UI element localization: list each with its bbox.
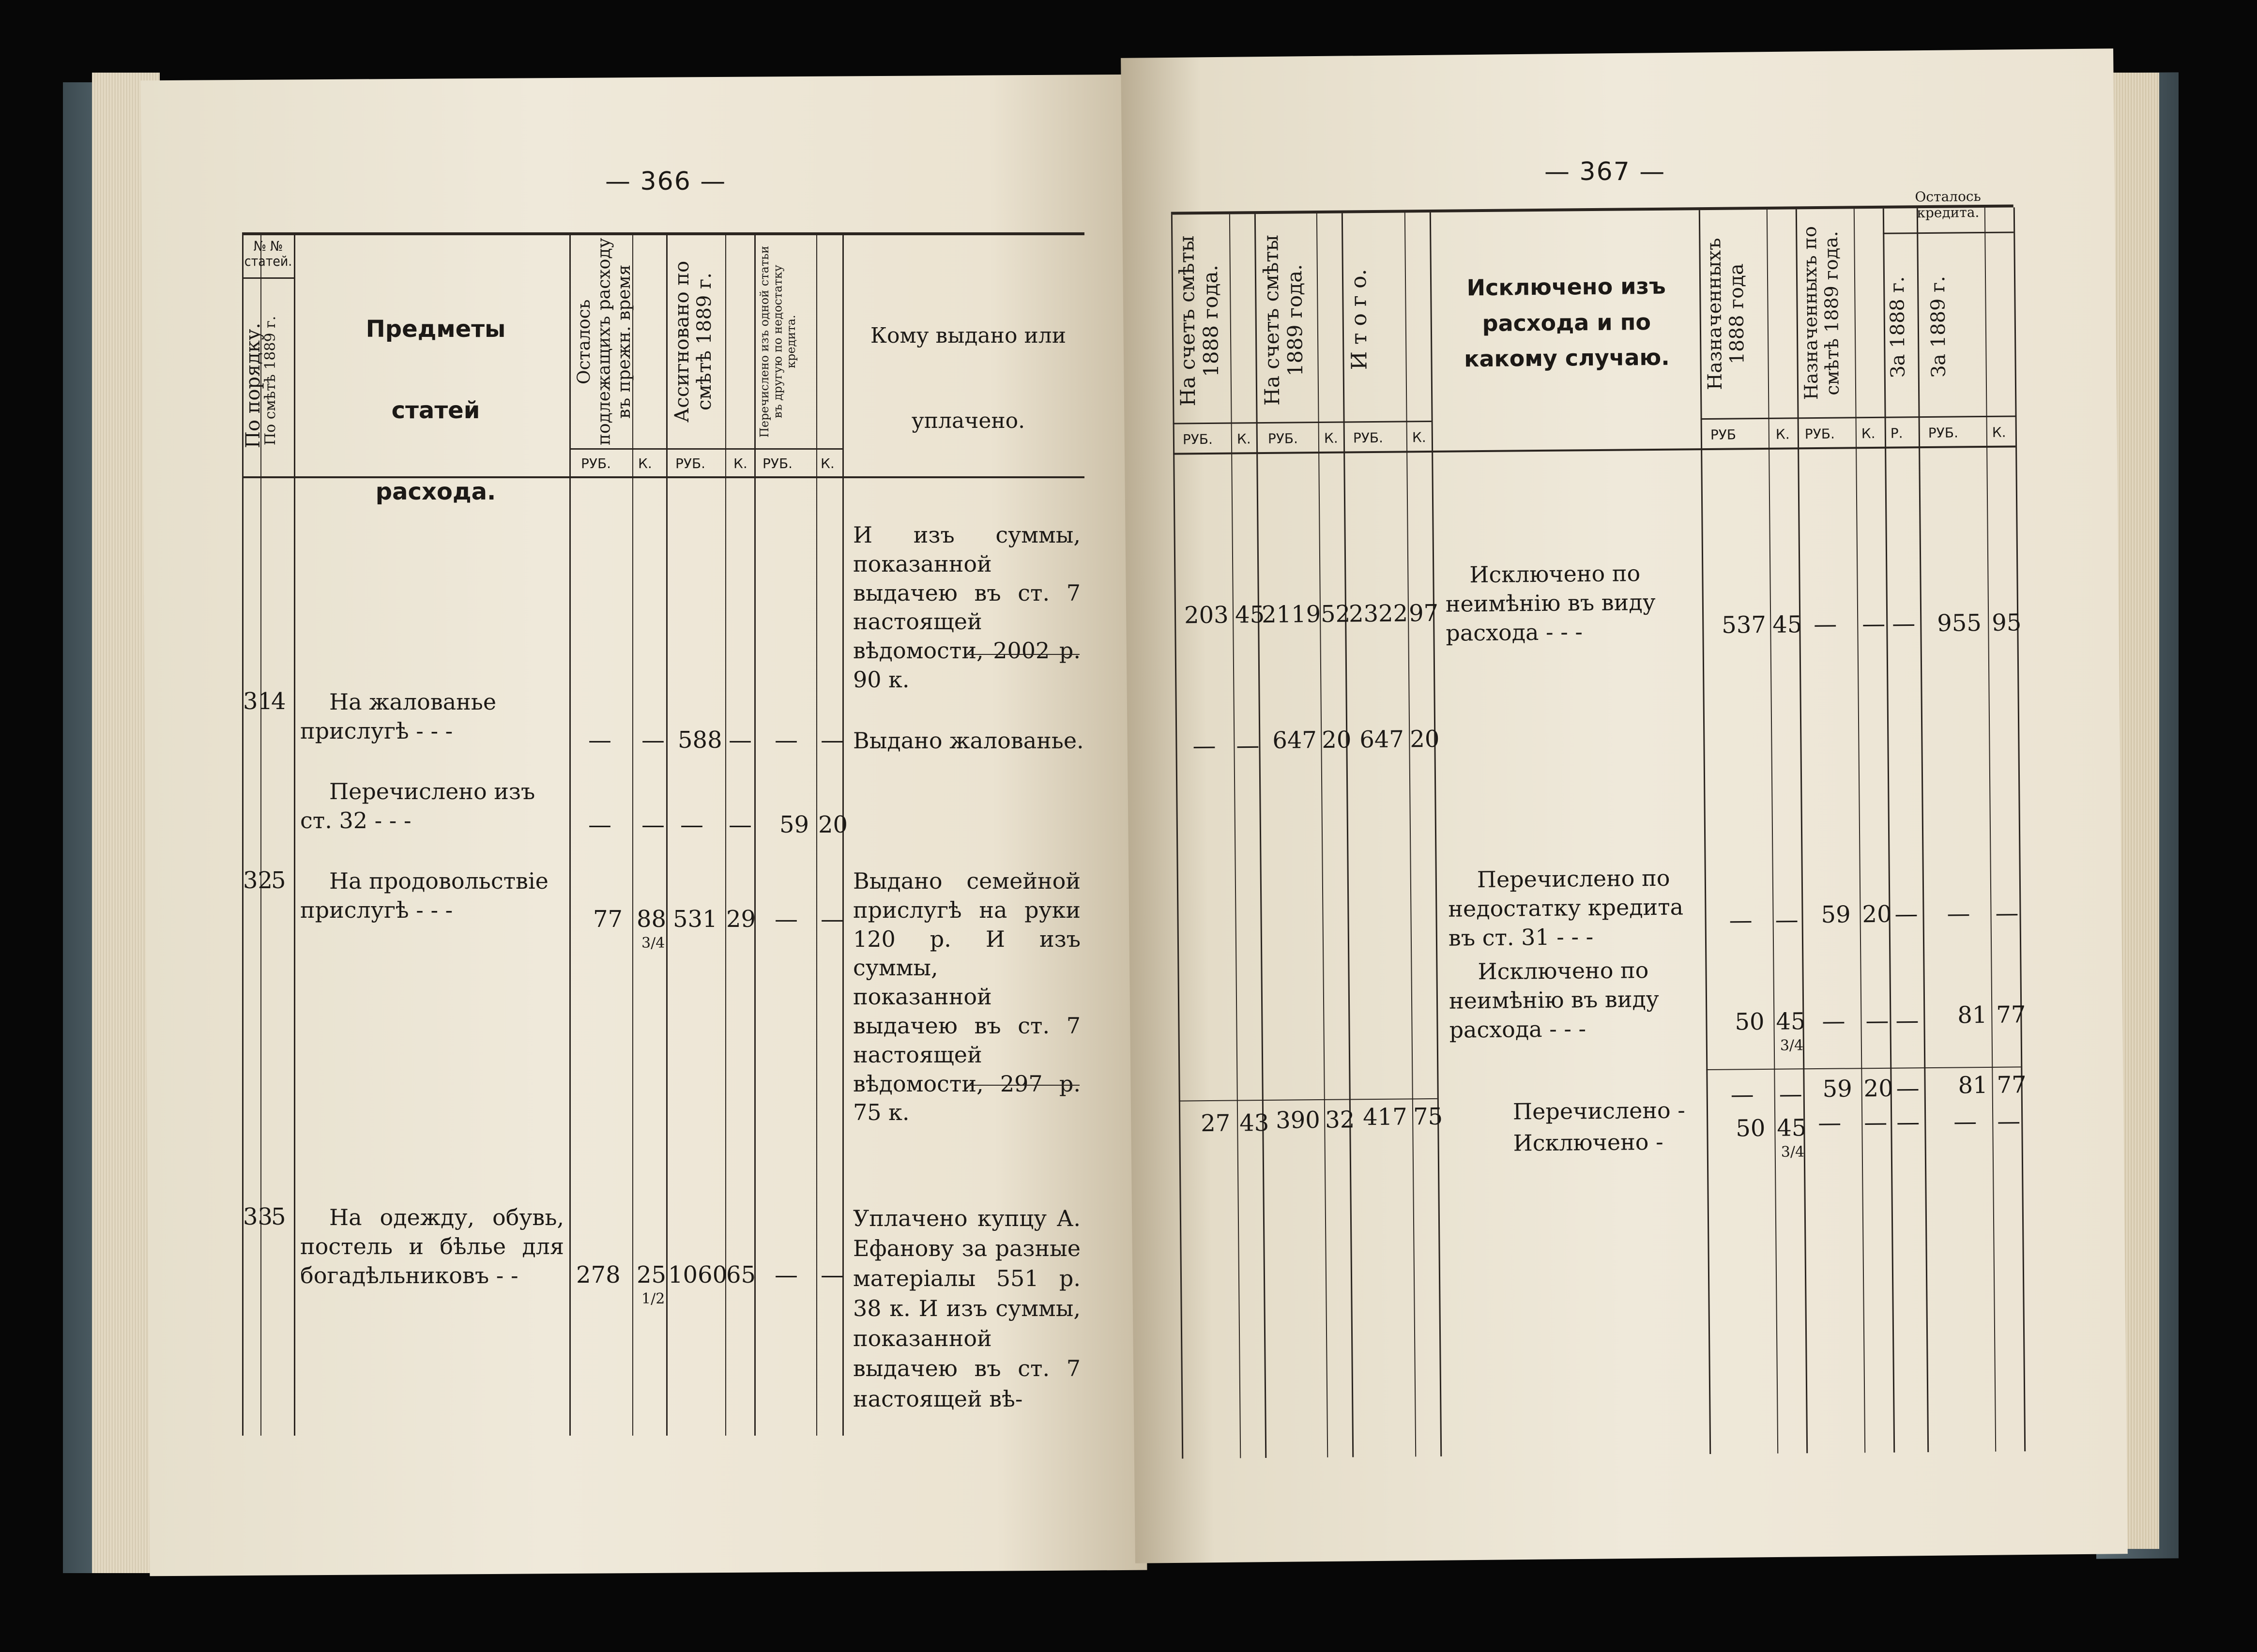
assigned1888-kop: 45 <box>1772 611 1802 638</box>
remaining-fraction: 3/4 <box>641 935 665 952</box>
unit-r: Р. <box>1890 425 1903 441</box>
article-number: 33 <box>243 1203 273 1230</box>
acc1889-kop: 52 <box>1320 600 1351 628</box>
remaining-rub: — <box>588 811 611 838</box>
estimate-number: 5 <box>271 867 286 894</box>
estimate-number: 4 <box>271 688 286 715</box>
divider <box>968 1085 1080 1086</box>
subject-text: На продовольствіе прислугѣ - - - <box>300 868 549 923</box>
remaining-rub: 278 <box>576 1261 621 1288</box>
assigned-kop: 29 <box>726 906 756 933</box>
total-rub: 2322 <box>1348 600 1408 628</box>
summary-excluded: Исключено - <box>1513 1128 1663 1156</box>
remaining-kop: — <box>641 727 665 754</box>
unit-rub: РУБ. <box>1804 425 1835 442</box>
article-number: 31 <box>243 688 273 715</box>
header-remained-credit: Осталось кредита. <box>1915 188 1981 221</box>
acc1888-kop: 45 <box>1235 601 1265 629</box>
acc1889-rub: 647 <box>1272 727 1317 754</box>
total-kop: 75 <box>1413 1103 1443 1131</box>
transferred-rub: — <box>775 1261 798 1288</box>
assigned-kop: — <box>729 811 752 838</box>
header-for-1888: За 1888 г. <box>1886 276 1909 378</box>
for1888-rub: — <box>1895 1007 1919 1034</box>
header-acc-1888: На счетъ смѣты 1888 года. <box>1174 235 1223 407</box>
summary-transferred: Перечислено - <box>1512 1097 1686 1125</box>
summary2-cell: — <box>1997 1107 2021 1135</box>
unit-rub: РУБ. <box>1182 431 1213 448</box>
assigned-kop: 65 <box>726 1261 756 1288</box>
summary2-cell: — <box>1864 1108 1888 1137</box>
assigned1889-kop: — <box>1865 1007 1889 1035</box>
transferred-kop: — <box>821 727 844 754</box>
transferred-rub: — <box>775 906 798 933</box>
acc1888-kop: 43 <box>1239 1109 1269 1137</box>
header-recipient: Кому выдано или уплачено. <box>870 323 1067 433</box>
summary1-cell: 59 <box>1822 1075 1852 1103</box>
unit-rub: РУБ. <box>581 455 611 471</box>
acc1889-kop: 20 <box>1322 726 1352 754</box>
left-table <box>242 232 1084 1436</box>
acc1888-rub: 27 <box>1200 1109 1231 1137</box>
excluded-text: Исключено по неимѣнію въ виду расхода - - - <box>1445 560 1656 646</box>
summary2-cell: — <box>1896 1108 1920 1136</box>
page-number-367: — 367 — <box>1544 157 1666 186</box>
for1889-rub: — <box>1947 900 1970 927</box>
assigned-rub: 588 <box>678 727 722 754</box>
header-subject: Предметы статей расхода. <box>366 316 506 505</box>
summary2-cell: 45 <box>1777 1114 1807 1142</box>
remaining-kop: 25 <box>637 1261 667 1288</box>
header-assigned-1889: Назначенныхъ по смѣтѣ 1889 года. <box>1799 226 1843 400</box>
assigned1889-rub: 59 <box>1821 901 1851 928</box>
remaining-kop: — <box>641 811 665 838</box>
transferred-rub: 59 <box>779 811 809 838</box>
unit-rub: РУБ. <box>1353 429 1384 446</box>
assigned1889-rub: — <box>1814 610 1837 638</box>
unit-rub: РУБ. <box>1267 430 1298 447</box>
assigned1889-kop: — <box>1862 610 1886 638</box>
unit-rub: РУБ <box>1710 426 1737 443</box>
article-number: 32 <box>243 867 273 894</box>
remaining-kop: 88 <box>637 906 667 933</box>
unit-kop: К. <box>1236 431 1251 447</box>
excluded-text: Перечислено по недостатку кредита въ ст. 31 - - - <box>1448 864 1684 951</box>
subject-text: На жалованье прислугѣ - - - <box>300 689 497 744</box>
transferred-rub: — <box>775 727 798 754</box>
header-assigned-1888: Назначенныхъ 1888 года <box>1703 238 1749 391</box>
assigned-rub: 531 <box>673 906 717 933</box>
unit-kop: К. <box>1412 429 1426 446</box>
header-for-1889: За 1889 г. <box>1927 275 1950 378</box>
remaining-rub: 77 <box>593 906 623 933</box>
header-excluded: Исключено изъ расхода и по какому случаю. <box>1464 273 1670 372</box>
for1889-kop: 95 <box>1992 609 2022 637</box>
transferred-kop: — <box>821 906 844 933</box>
unit-kop: К. <box>821 455 835 471</box>
for1889-kop: — <box>1995 899 2019 927</box>
estimate-number: 5 <box>271 1203 286 1230</box>
summary1-cell: 20 <box>1863 1075 1893 1103</box>
header-by-order: По порядку. <box>242 322 264 448</box>
unit-rub: РУБ. <box>1928 424 1959 441</box>
header-article-numbers: № № статей. <box>244 238 292 269</box>
summary2-cell: — <box>1953 1108 1977 1136</box>
unit-kop: К. <box>733 455 747 471</box>
summary1-cell: — <box>1730 1081 1754 1108</box>
total-kop: 20 <box>1410 725 1440 753</box>
total-rub: 417 <box>1362 1103 1407 1131</box>
transferred-kop: — <box>821 1261 844 1288</box>
unit-kop: К. <box>1992 424 2006 440</box>
unit-rub: РУБ. <box>675 455 706 471</box>
summary1-cell: 81 <box>1958 1071 1988 1099</box>
assigned1888-kop: — <box>1775 906 1799 934</box>
transferred-kop: 20 <box>818 811 848 838</box>
unit-kop: К. <box>638 455 652 471</box>
summary2-cell: — <box>1818 1109 1842 1137</box>
subject-text: На одежду, обувь, постель и бѣлье для богадѣльниковъ - - <box>300 1204 564 1288</box>
summary1-cell: — <box>1896 1075 1920 1102</box>
unit-kop: К. <box>1861 425 1876 442</box>
assigned1889-rub: — <box>1822 1007 1845 1035</box>
header-total: И т о г о. <box>1346 269 1372 370</box>
recipient-text: Выдано жалованье. <box>853 727 1084 754</box>
acc1889-kop: 32 <box>1325 1106 1355 1134</box>
assigned1889-kop: 20 <box>1862 900 1892 928</box>
for1889-rub: 955 <box>1937 609 1982 637</box>
total-rub: 647 <box>1359 726 1404 754</box>
for1889-rub: 81 <box>1957 1001 1987 1029</box>
remaining-rub: — <box>588 727 611 754</box>
recipient-text: Уплачено купцу А. Ефанову за разные матеріалы 551 р. 38 к. И изъ суммы, показанной выдачею въ ст. 7 настоящей вѣ- <box>853 1205 1081 1412</box>
assigned1888-rub: 537 <box>1722 611 1767 639</box>
header-by-estimate: По смѣтѣ 1889 г. <box>262 316 279 445</box>
assigned-rub: 1060 <box>668 1261 728 1288</box>
summary1-cell: 77 <box>1997 1071 2027 1099</box>
summary2-fraction: 3/4 <box>1781 1143 1805 1161</box>
unit-kop: К. <box>1324 430 1338 446</box>
page-number-366: — 366 — <box>605 167 727 196</box>
assigned1888-fraction: 3/4 <box>1780 1037 1804 1054</box>
assigned-kop: — <box>729 727 752 754</box>
assigned-rub: — <box>680 811 703 838</box>
acc1889-rub: 390 <box>1275 1106 1321 1134</box>
header-remaining: Осталось подлежащихъ расходу въ прежн. время <box>574 238 634 446</box>
recipient-text: И изъ суммы, показанной выдачею въ ст. 7 настоящей вѣдомости, 2002 р. 90 к. <box>853 522 1081 693</box>
acc1889-rub: 2119 <box>1261 600 1321 629</box>
remaining-fraction: 1/2 <box>641 1290 665 1307</box>
right-table <box>1171 188 2027 1458</box>
recipient-text: Выдано семейной прислугѣ на руки 120 р. И изъ суммы, показанной выдачею въ ст. 7 настоящей вѣдомости, 297 р. 75 к. <box>853 868 1081 1126</box>
for1888-rub: — <box>1894 900 1918 928</box>
summary2-cell: 50 <box>1736 1115 1766 1142</box>
total-kop: 97 <box>1408 599 1439 627</box>
header-acc-1889: На счетъ смѣты 1889 года. <box>1259 235 1308 406</box>
header-transferred: Перечислено изъ одной статьи въ другую по недостатку кредита. <box>758 245 798 438</box>
acc1888-rub: 203 <box>1184 601 1229 629</box>
assigned1888-kop: 45 <box>1776 1008 1806 1035</box>
header-assigned: Ассигновано по смѣтѣ 1889 г. <box>671 260 716 423</box>
assigned1888-rub: — <box>1729 907 1753 934</box>
acc1888-rub: — <box>1192 732 1216 760</box>
summary1-cell: — <box>1779 1080 1802 1108</box>
unit-rub: РУБ. <box>762 455 793 471</box>
for1888-rub: — <box>1892 610 1916 637</box>
divider <box>968 654 1080 655</box>
unit-kop: К. <box>1775 426 1790 442</box>
subject-text: Перечислено изъ ст. 32 - - - <box>300 778 535 834</box>
assigned1888-rub: 50 <box>1735 1008 1765 1036</box>
acc1888-kop: — <box>1236 732 1260 759</box>
excluded-text: Исключено по неимѣнію въ виду расхода - - - <box>1449 957 1660 1043</box>
for1889-kop: 77 <box>1996 1001 2026 1029</box>
